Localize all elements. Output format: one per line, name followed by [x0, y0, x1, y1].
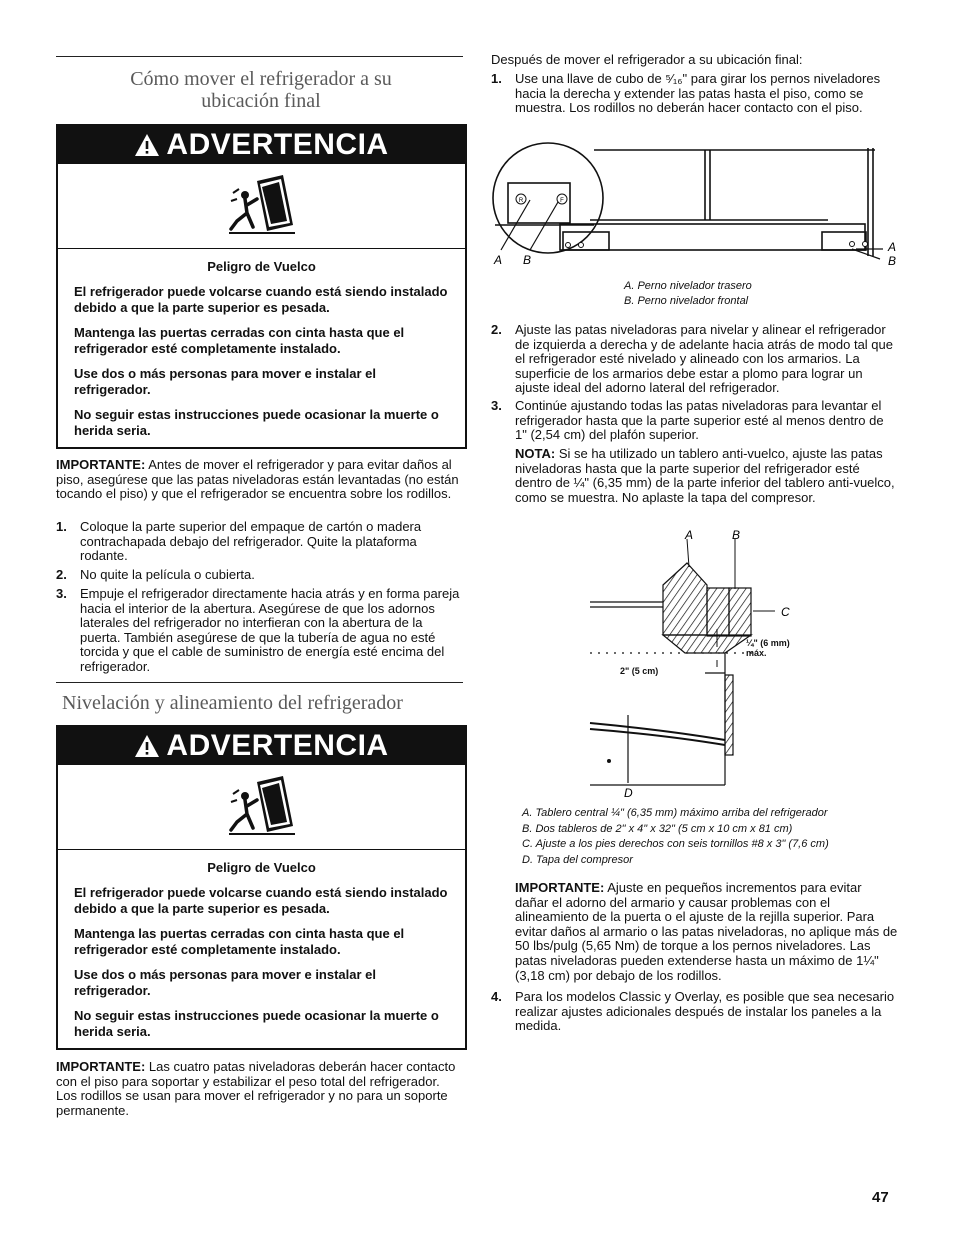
warning-line: Use dos o más personas para mover e instalar el refrigerador. [74, 365, 377, 397]
figure2-caption: A. Tablero central ¼" (6,35 mm) máximo arriba del refrigerador [522, 807, 828, 819]
figure2-caption: D. Tapa del compresor [522, 854, 633, 866]
warning-title: Peligro de Vuelco [207, 259, 316, 274]
figure1-caption: A. Perno nivelador trasero [624, 280, 752, 292]
step-text: Use una llave de cubo de ⁵⁄₁₆" para girar los pernos niveladores hacia la derecha y extender las patas hasta el piso, como se muestra. Los rodillos no deberán hacer contacto con el piso. [515, 71, 881, 116]
warning-line: No seguir estas instrucciones puede ocasionar la muerte o herida seria. [74, 406, 439, 438]
step-number: 1. [56, 519, 67, 534]
top-rule [56, 56, 463, 57]
warning-body [58, 249, 465, 456]
figure1-caption: B. Perno nivelador frontal [624, 295, 749, 307]
callout-b-right: B [888, 254, 897, 268]
step-number: 1. [491, 71, 502, 86]
page-number: 47 [872, 1189, 889, 1206]
step-number: 2. [56, 567, 67, 582]
important-paragraph-2 [56, 1060, 463, 1118]
tipping-refrigerator-icon [227, 774, 297, 840]
step-text: Para los modelos Classic y Overlay, es posible que sea necesario realizar ajustes adicionales después de instalar los paneles a la medida. [515, 989, 895, 1034]
warning-line: Use dos o más personas para mover e instalar el refrigerador. [74, 966, 377, 998]
dimension-two-inch: 2" (5 cm) [620, 666, 659, 676]
warning-triangle-icon [134, 133, 160, 157]
step-item [491, 399, 898, 443]
step-text: Continúe ajustando todas las patas niveladoras para levantar el refrigerador hasta que la parte superior esté al menos dentro de 1" (2,54 cm) del plafón superior. [515, 398, 884, 443]
anti-tip-board-figure [585, 525, 815, 805]
callout-c: C [781, 605, 790, 619]
warning-triangle-icon [134, 734, 160, 758]
section-title-leveling: Nivelación y alineamiento del refrigerador [62, 692, 403, 714]
note-paragraph [515, 447, 898, 505]
step-item [491, 323, 898, 396]
step-text: Empuje el refrigerador directamente hacia atrás y en forma pareja hacia el interior de la abertura. Asegúrese de que los adornos laterales del refrigerador no interfieran con la abertura de la puerta. También asegúrese de que la tubería de agua no esté torcida y que el cable de suministro de energía esté encima del refrigerador. [80, 586, 460, 674]
bolt-r-label: R [518, 198, 524, 204]
tipping-refrigerator-icon [227, 173, 297, 239]
note-label: NOTA: [515, 446, 556, 461]
warning-box-1 [56, 124, 467, 449]
warning-line: El refrigerador puede volcarse cuando está siendo instalado debido a que la parte superior es pesada. [74, 884, 448, 916]
step-text: Ajuste las patas niveladoras para nivelar y alinear el refrigerador de izquierda a derecha y de adelante hacia atrás de modo tal que el refrigerador esté nivelado y alineado con los armarios. La superficie de los armarios debe estar a plomo para lograr un ajuste ideal del adorno lateral del refrigerador. [515, 322, 893, 396]
leveling-bolts-figure [490, 138, 902, 272]
step-number: 4. [491, 989, 502, 1004]
dimension-quarter-inch: ¼" (6 mm) máx. [746, 638, 790, 658]
step-text: Coloque la parte superior del empaque de cartón o madera contrachapada debajo del refrigerador. Quite la plataforma rodante. [80, 519, 422, 564]
figure2-caption: B. Dos tableros de 2" x 4" x 32" (5 cm x 10 cm x 81 cm) [522, 823, 793, 835]
warning-header [58, 126, 465, 164]
callout-a-left: A [494, 253, 503, 267]
warning-heading: ADVERTENCIA [166, 728, 389, 762]
callout-b-left: B [523, 253, 532, 267]
warning-body [58, 850, 465, 1057]
important-label: IMPORTANTE: [56, 1059, 146, 1074]
warning-heading: ADVERTENCIA [166, 127, 389, 161]
step-number: 3. [56, 586, 67, 601]
step-item [491, 990, 898, 1034]
bolt-f-label: F [560, 198, 564, 204]
warning-title: Peligro de Vuelco [207, 860, 316, 875]
important-label: IMPORTANTE: [56, 457, 146, 472]
warning-line: El refrigerador puede volcarse cuando está siendo instalado debido a que la parte superior es pesada. [74, 283, 448, 315]
callout-d: D [624, 786, 633, 800]
warning-header [58, 727, 465, 765]
warning-line: No seguir estas instrucciones puede ocasionar la muerte o herida seria. [74, 1007, 439, 1039]
intro-text: Después de mover el refrigerador a su ubicación final: [491, 52, 803, 67]
warning-box-2 [56, 725, 467, 1050]
callout-b: B [732, 528, 741, 542]
callout-a: A [685, 528, 694, 542]
important-paragraph-1 [56, 458, 463, 502]
important-text: Las cuatro patas niveladoras deberán hacer contacto con el piso para soportar y estabilizar el peso total del refrigerador. Los rodillos se usan para mover el refrigerador y no para un soporte permanente. [56, 1059, 456, 1118]
warning-line: Mantenga las puertas cerradas con cinta hasta que el refrigerador esté completamente instalado. [74, 324, 405, 356]
step-item [56, 520, 463, 564]
step-item [56, 587, 463, 675]
warning-line: Mantenga las puertas cerradas con cinta hasta que el refrigerador esté completamente instalado. [74, 925, 405, 957]
step-item [491, 72, 898, 116]
step-number: 3. [491, 398, 502, 413]
step-text: No quite la película o cubierta. [80, 567, 255, 582]
callout-a-right: A [888, 240, 897, 254]
figure2-caption: C. Ajuste a los pies derechos con seis tornillos #8 x 3" (7,6 cm) [522, 838, 829, 850]
important-text: Ajuste en pequeños incrementos para evitar dañar el adorno del armario y causar problemas con el alineamiento de la puerta o el ajuste de la rejilla superior. Para evitar daños al armario o las patas niveladoras, no aplique más de 50 lbs/pulg (5,65 Nm) de torque a los pernos niveladores. Las patas niveladoras pueden extenderse hasta un máximo de 1¼" (3,18 cm) por debajo de los rodillos. [515, 880, 898, 983]
section-rule [56, 682, 463, 683]
important-label: IMPORTANTE: [515, 880, 605, 895]
important-text: Antes de mover el refrigerador y para evitar daños al piso, asegúrese que las patas niveladoras están levantadas (no están tocando el piso) y que el refrigerador se encuentra sobre los rodillos. [56, 457, 459, 502]
section-title-moving: Cómo mover el refrigerador a su ubicación final [130, 68, 392, 112]
step-item [56, 568, 463, 583]
warning-pictogram-area [58, 164, 465, 249]
warning-pictogram-area [58, 765, 465, 850]
important-paragraph-3 [515, 881, 898, 983]
note-text: Si se ha utilizado un tablero anti-vuelco, ajuste las patas niveladoras hasta que la parte superior del refrigerador esté dentro de ¼" (6,35 mm) de la parte inferior del tablero anti-vuelco, como se muestra. No aplaste la tapa del compresor. [515, 446, 895, 505]
step-number: 2. [491, 322, 502, 337]
